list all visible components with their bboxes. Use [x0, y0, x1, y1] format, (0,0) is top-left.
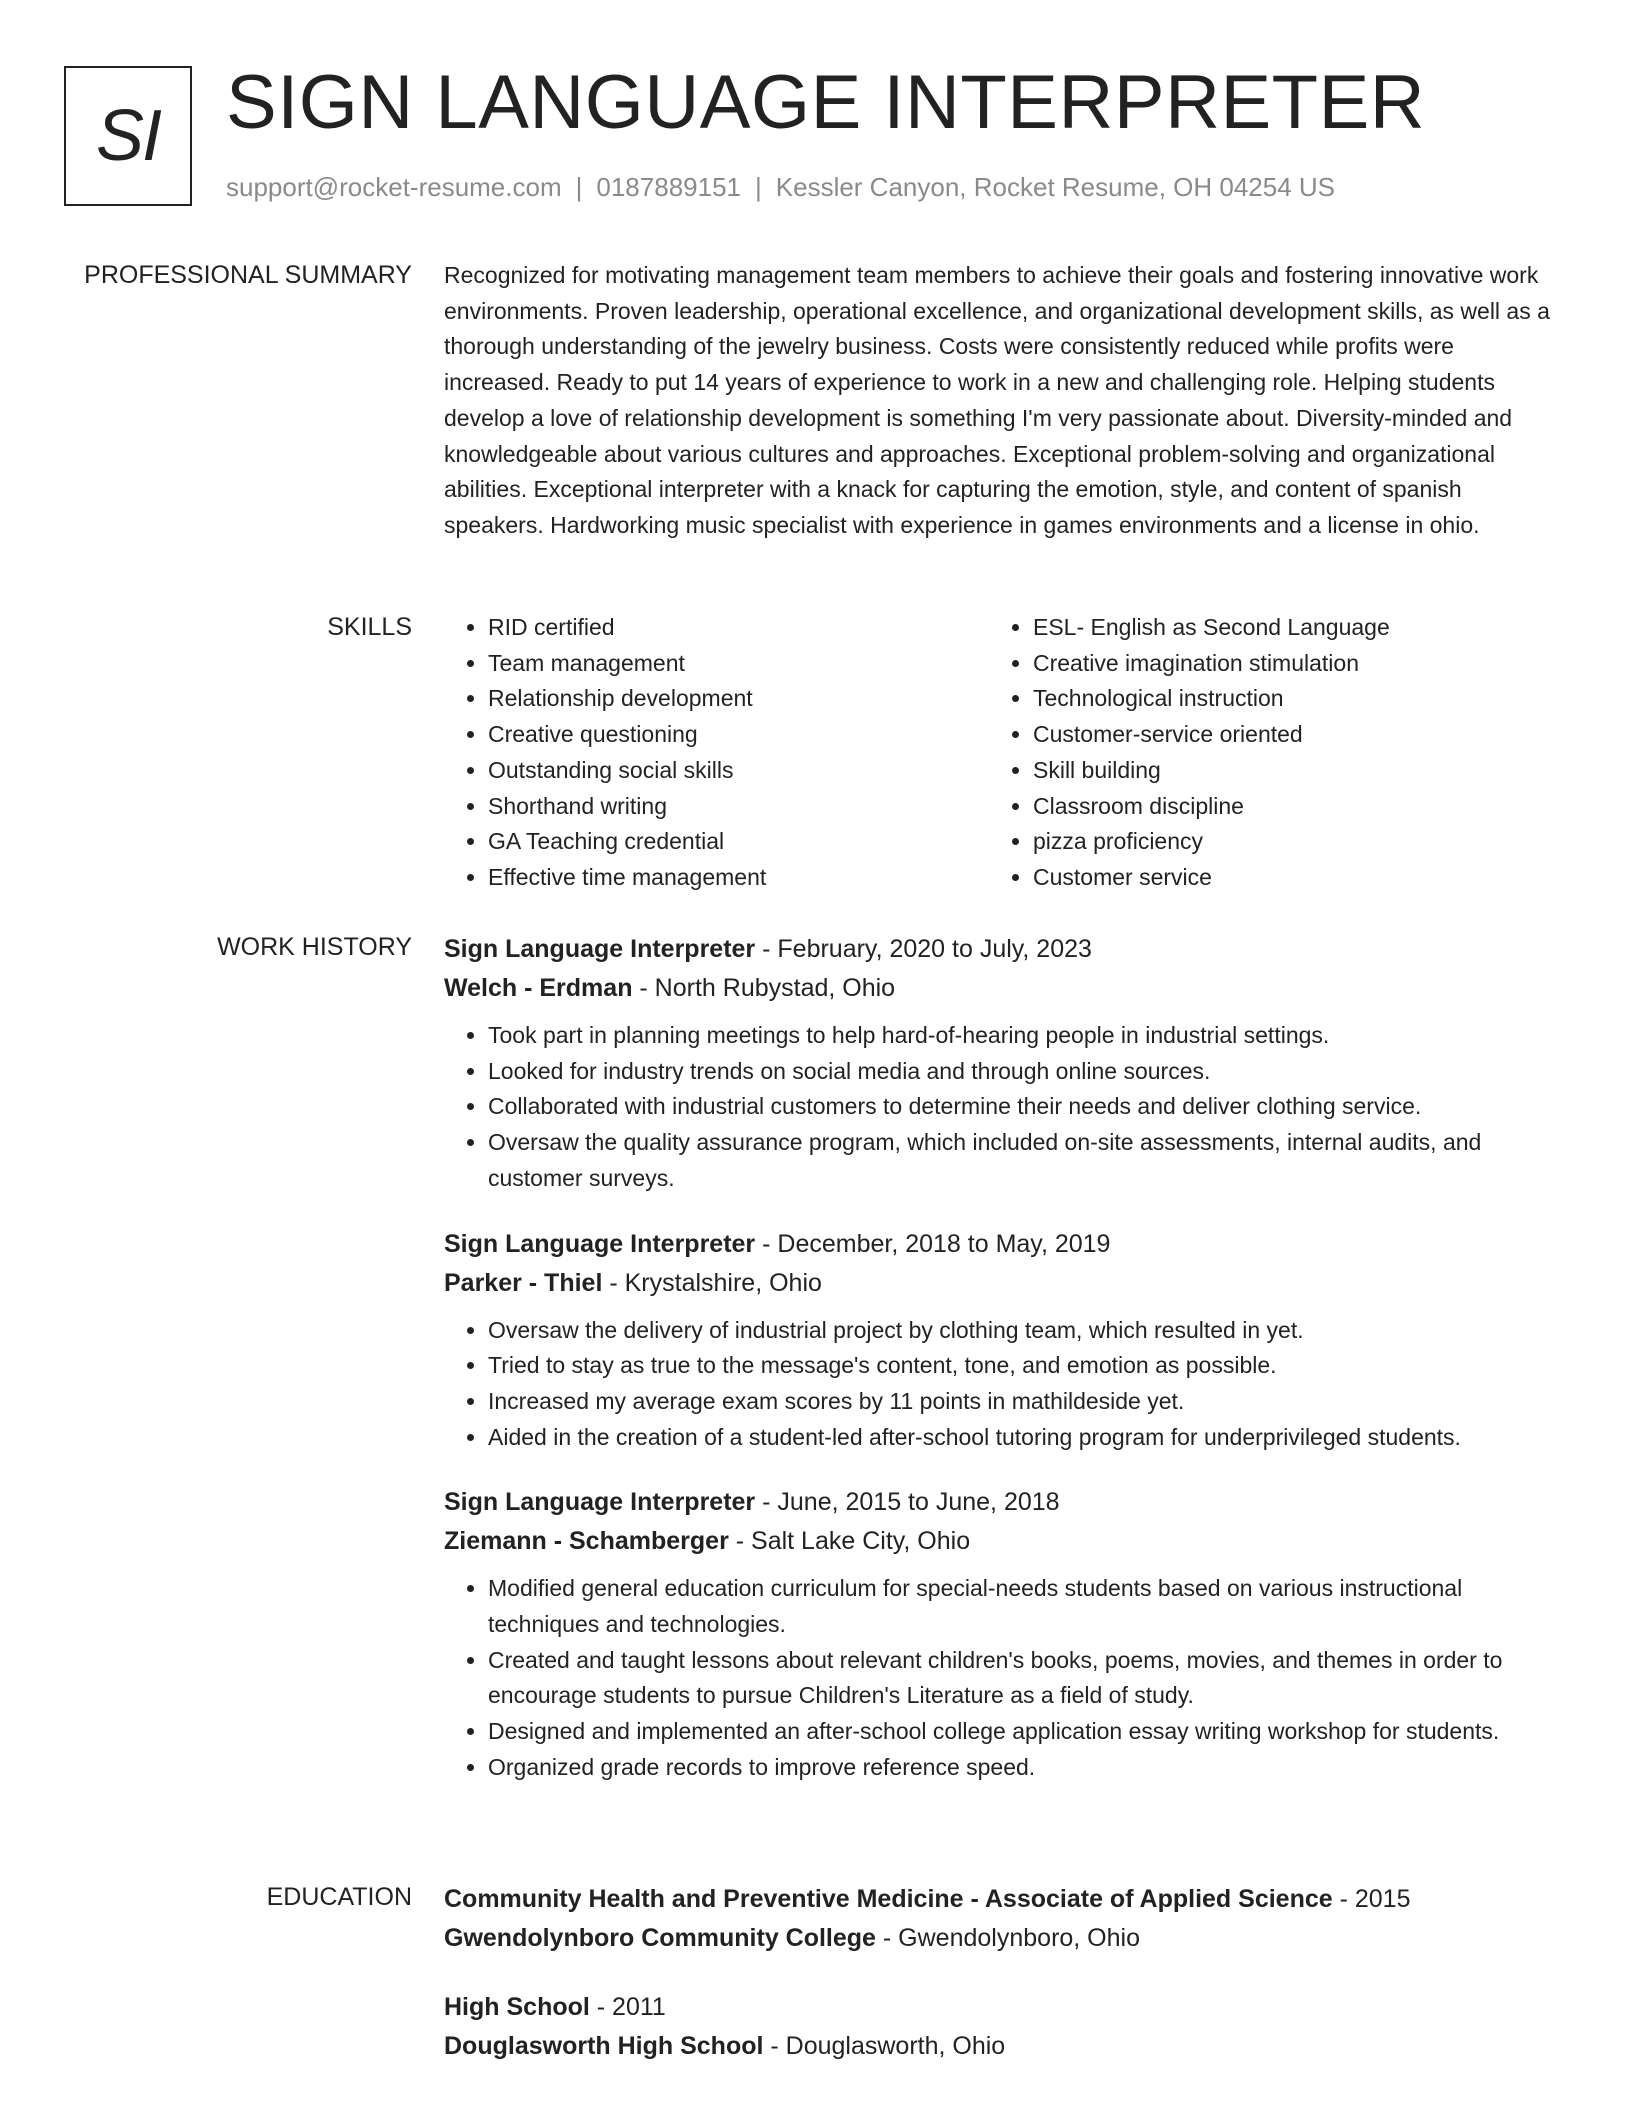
- job-dates: - June, 2015 to June, 2018: [755, 1488, 1060, 1517]
- job-location: - Krystalshire, Ohio: [602, 1268, 822, 1297]
- job-entry: [444, 1225, 1554, 1456]
- education-label: EDUCATION: [266, 1883, 412, 1911]
- contact-email: support@rocket-resume.com: [226, 172, 562, 202]
- resume-title: SIGN LANGUAGE INTERPRETER: [226, 60, 1426, 145]
- job-company: Ziemann - Schamberger: [444, 1527, 729, 1556]
- skill-item: • Technological instruction: [1033, 681, 1534, 717]
- job-company-line: [444, 1264, 1554, 1303]
- skill-item: • pizza proficiency: [1033, 824, 1534, 860]
- contact-phone: 0187889151: [596, 172, 741, 202]
- skill-item: • Creative questioning: [488, 717, 989, 753]
- education-school-line: [444, 2027, 1554, 2066]
- summary-label: PROFESSIONAL SUMMARY: [84, 261, 412, 289]
- job-title: Sign Language Interpreter: [444, 935, 756, 963]
- skill-item: • Classroom discipline: [1033, 789, 1534, 825]
- job-title: Sign Language Interpreter: [444, 1488, 756, 1517]
- education-degree: Community Health and Preventive Medicine - Associate of Applied Science: [444, 1885, 1333, 1913]
- job-bullet: • Increased my average exam scores by 11 points in mathildeside yet.: [488, 1384, 1554, 1420]
- education-location: - Douglasworth, Ohio: [763, 2032, 1006, 2060]
- skill-item: • Customer service: [1033, 860, 1534, 896]
- job-dates: - February, 2020 to July, 2023: [755, 935, 1092, 963]
- job-entry: [444, 1483, 1554, 1785]
- job-bullet: • Designed and implemented an after-school college application essay writing workshop for students.: [488, 1714, 1554, 1750]
- skills-label: SKILLS: [327, 613, 412, 641]
- skill-item: • ESL- English as Second Language: [1033, 610, 1534, 646]
- job-bullet: • Aided in the creation of a student-led after-school tutoring program for underprivileged students.: [488, 1420, 1554, 1456]
- job-bullet: • Oversaw the delivery of industrial project by clothing team, which resulted in yet.: [488, 1313, 1554, 1349]
- skill-item: • Team management: [488, 646, 989, 682]
- skill-item: • Outstanding social skills: [488, 753, 989, 789]
- contact-separator: |: [755, 172, 762, 202]
- skills-list-right: [989, 610, 1534, 896]
- job-bullet: • Collaborated with industrial customers to determine their needs and deliver clothing service.: [488, 1089, 1554, 1125]
- job-entry: [444, 930, 1554, 1197]
- education-school: Douglasworth High School: [444, 2032, 764, 2060]
- job-bullet: • Created and taught lessons about relevant children's books, poems, movies, and themes in order to encourage students to pursue Children's Literature as a field of study.: [488, 1643, 1554, 1714]
- education-degree-line: [444, 1988, 1554, 2027]
- education-school: Gwendolynboro Community College: [444, 1924, 876, 1952]
- job-bullet: • Tried to stay as true to the message's content, tone, and emotion as possible.: [488, 1348, 1554, 1384]
- skill-item: • Relationship development: [488, 681, 989, 717]
- skill-item: • Shorthand writing: [488, 789, 989, 825]
- skill-item: • Customer-service oriented: [1033, 717, 1534, 753]
- job-location: - Salt Lake City, Ohio: [728, 1527, 971, 1556]
- work-history-label: WORK HISTORY: [217, 933, 412, 961]
- job-bullets: [444, 1571, 1554, 1785]
- education-year: - 2011: [589, 1993, 666, 2021]
- job-title: Sign Language Interpreter: [444, 1229, 756, 1258]
- education-location: - Gwendolynboro, Ohio: [875, 1924, 1140, 1952]
- contact-address: Kessler Canyon, Rocket Resume, OH 04254 US: [775, 172, 1336, 202]
- education-school-line: [444, 1919, 1554, 1958]
- education-entry: [444, 1988, 1554, 2066]
- skills-list-left: [444, 610, 989, 896]
- monogram-logo: SI: [64, 66, 192, 206]
- summary-text: Recognized for motivating management team members to achieve their goals and fostering innovative work environments. Proven leadership, operational excellence, and organizational development skills, as well as a thorough understanding of the jewelry business. Costs were consistently reduced while profits were increased. Ready to put 14 years of experience to work in a new and challenging role. Helping students develop a love of relationship development is something I'm very passionate about. Diversity-minded and knowledgeable about various cultures and approaches. Exceptional problem-solving and organizational abilities. Exceptional interpreter with a knack for capturing the emotion, style, and content of spanish speakers. Hardworking music specialist with experience in games environments and a license in ohio.: [444, 262, 1550, 538]
- job-location: - North Rubystad, Ohio: [632, 974, 896, 1002]
- job-bullets: [444, 1018, 1554, 1197]
- education-year: - 2015: [1332, 1885, 1411, 1913]
- education-entry: [444, 1880, 1554, 1958]
- education-degree-line: [444, 1880, 1554, 1919]
- education-degree: High School: [444, 1993, 590, 2021]
- job-title-line: [444, 1225, 1554, 1264]
- skill-item: • Effective time management: [488, 860, 989, 896]
- job-company-line: [444, 1522, 1554, 1561]
- skill-item: • Creative imagination stimulation: [1033, 646, 1534, 682]
- job-bullet: • Oversaw the quality assurance program, which included on-site assessments, internal audits, and customer surveys.: [488, 1125, 1554, 1196]
- job-title-line: [444, 930, 1554, 969]
- contact-separator: |: [575, 172, 583, 202]
- job-bullet: • Took part in planning meetings to help hard-of-hearing people in industrial settings.: [488, 1018, 1554, 1054]
- job-bullet: • Modified general education curriculum for special-needs students based on various instructional techniques and technologies.: [488, 1571, 1554, 1642]
- skill-item: • Skill building: [1033, 753, 1534, 789]
- job-dates: - December, 2018 to May, 2019: [755, 1229, 1111, 1258]
- skill-item: • GA Teaching credential: [488, 824, 989, 860]
- job-title-line: [444, 1483, 1554, 1522]
- job-bullets: [444, 1313, 1554, 1456]
- job-company-line: [444, 969, 1554, 1008]
- job-bullet: • Organized grade records to improve reference speed.: [488, 1750, 1554, 1786]
- job-company: Welch - Erdman: [444, 974, 633, 1002]
- job-company: Parker - Thiel: [444, 1268, 603, 1297]
- contact-line: [226, 172, 1335, 203]
- skill-item: • RID certified: [488, 610, 989, 646]
- job-bullet: • Looked for industry trends on social media and through online sources.: [488, 1054, 1554, 1090]
